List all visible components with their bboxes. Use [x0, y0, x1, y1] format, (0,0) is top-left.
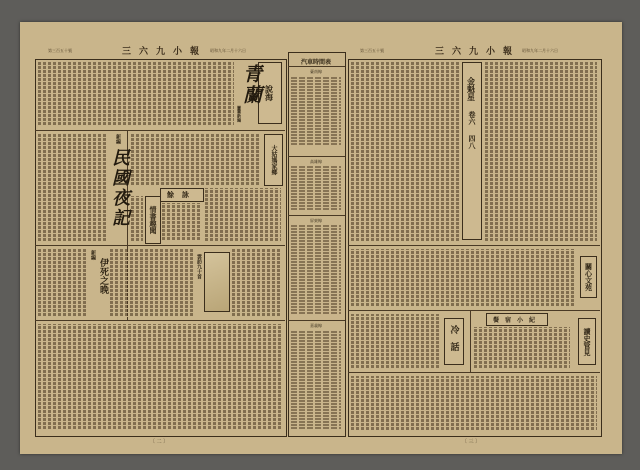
article-text [38, 324, 282, 430]
left-issue-number: 第三百五十號 [48, 48, 72, 53]
divider [348, 245, 600, 246]
article-text [351, 62, 459, 242]
article-text [38, 62, 234, 126]
timetable-section-title: 屏東線 [310, 218, 322, 223]
article-text [205, 188, 281, 242]
divider [288, 156, 345, 157]
timetable-table [291, 225, 341, 315]
divider [470, 310, 471, 372]
divider [288, 215, 345, 216]
article-text [474, 327, 570, 369]
illustration-figure [204, 252, 230, 312]
article-text [351, 376, 597, 431]
shuohai-calligraphy: 青蘭 [240, 64, 262, 106]
minguo-kicker: 新編 [115, 134, 121, 144]
dushi-title: 讀史管見 [583, 327, 592, 356]
right-page-number: 〔 三 〕 [462, 439, 481, 445]
minguo-calligraphy: 民國夜記 [109, 148, 130, 228]
timetable-section-title: 高雄線 [310, 159, 322, 164]
qingshu-title: 情書趣聞 [149, 206, 158, 234]
qingshu-title-box [145, 196, 161, 244]
article-text [131, 196, 143, 242]
yisi-kicker: 新編 [90, 250, 96, 260]
guanxin-title-box [580, 256, 597, 298]
jinkuixing-chapter: 四八 [468, 135, 477, 149]
left-date: 昭和九年二月十六日 [210, 48, 246, 53]
jinkuixing-volume: 卷六 [468, 111, 477, 125]
guanxin-title: 關心文苑 [584, 263, 594, 291]
timetable-section-title: 臺南線 [310, 69, 322, 74]
timetable-section-title: 嘉義線 [310, 323, 322, 328]
dagu-title: 大姑媽家鄉 [270, 145, 277, 175]
lenghua-title: 冷話 [448, 324, 459, 359]
divider [348, 372, 600, 373]
divider [348, 310, 600, 311]
article-text [38, 249, 86, 317]
divider [35, 245, 285, 246]
timetable-table [291, 76, 341, 146]
right-masthead: 三六九小報 [435, 47, 521, 57]
shuohai-label: 說海 [264, 85, 275, 101]
dushi-title-box [578, 318, 596, 365]
lenghua-title-box [444, 318, 464, 365]
yuyong-title-box [160, 188, 204, 202]
article-text [351, 249, 576, 307]
dagu-title-box [264, 134, 283, 186]
divider [35, 320, 285, 321]
article-text [38, 134, 108, 242]
yisi-title: 伊死之晚 [98, 258, 108, 294]
jinkuixing-title: 金魁星 [466, 77, 477, 101]
canxiao-title: 餐宿小紀 [492, 317, 541, 324]
shuohai-subtitle: 圖華新編 [237, 106, 242, 122]
article-text [351, 314, 441, 369]
divider [288, 320, 345, 321]
article-text [131, 134, 259, 186]
right-issue-number: 第三百五十號 [360, 48, 384, 53]
left-masthead: 三六九小報 [122, 47, 208, 57]
article-text [162, 203, 200, 241]
article-text [232, 249, 282, 317]
right-date: 昭和九年二月十六日 [522, 48, 558, 53]
article-text [485, 62, 597, 242]
yuyong-title: 餘詠 [167, 190, 197, 199]
divider [288, 66, 345, 67]
yunfang-title: 雲訪九十首 [196, 254, 202, 279]
timetable-table [291, 330, 341, 430]
divider [35, 130, 285, 131]
jinkuixing-header [462, 62, 482, 240]
canxiao-title-box [486, 313, 548, 326]
timetable-title: 汽車時間表 [300, 59, 331, 66]
left-page-number: 〔 二 〕 [150, 439, 169, 445]
article-text [110, 249, 194, 317]
timetable-table [291, 166, 341, 211]
